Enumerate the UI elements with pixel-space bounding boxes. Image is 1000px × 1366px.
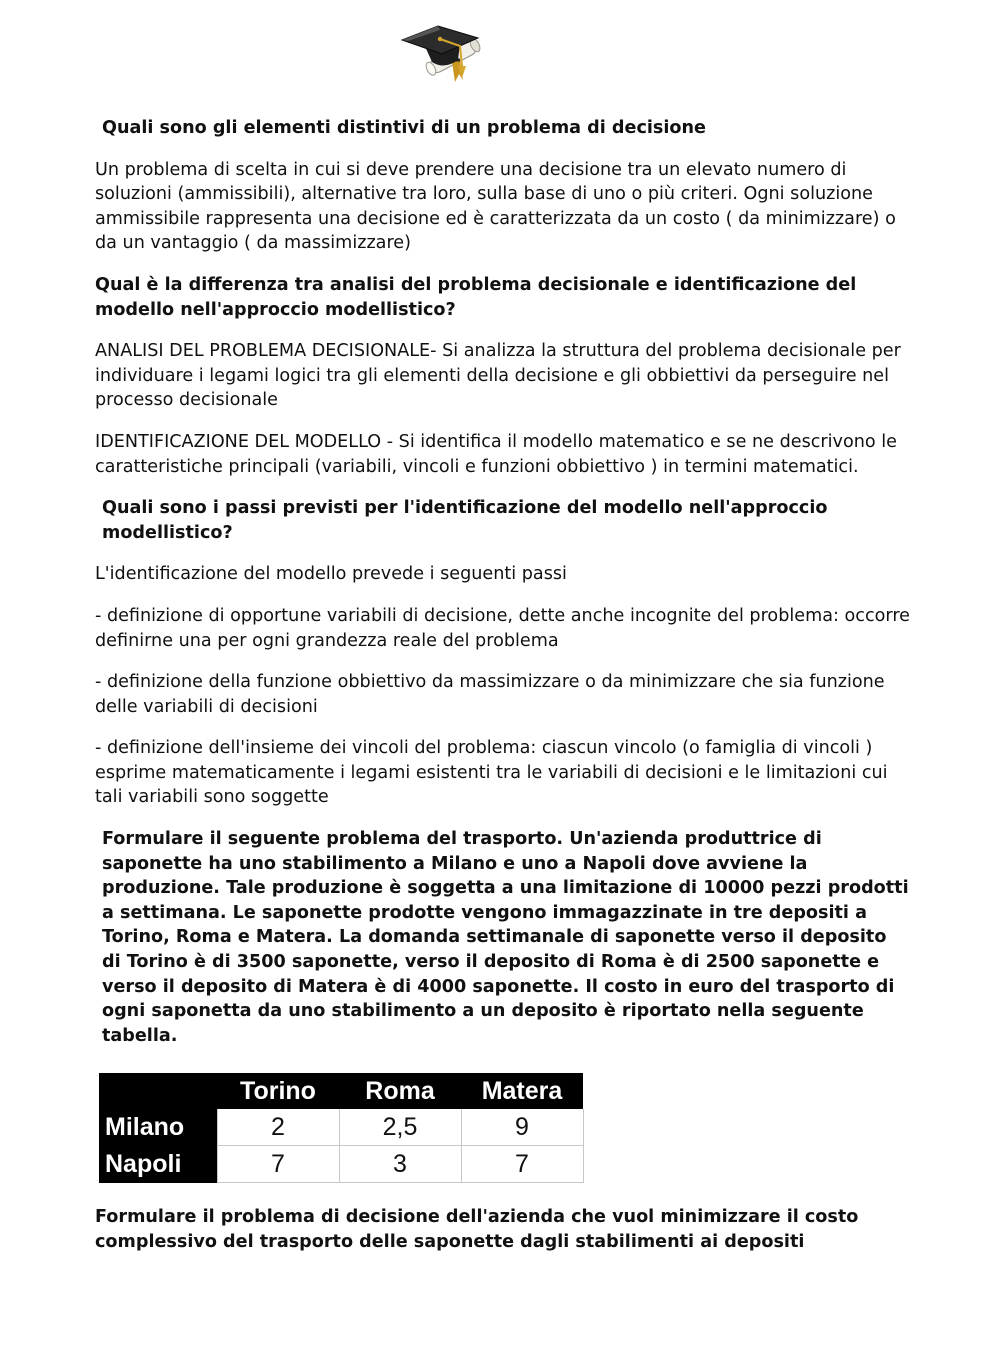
column-header: Torino [217, 1073, 339, 1109]
answer-2-identification: IDENTIFICAZIONE DEL MODELLO - Si identifica il modello matematico e se ne descrivono le caratteristiche principali (variabili, vincoli e funzioni obbiettivo ) in termini matematici. [95, 431, 897, 477]
question-2: Qual è la differenza tra analisi del problema decisionale e identificazione del modello nell'approccio modellistico? [95, 274, 857, 320]
table-row [99, 1109, 583, 1146]
transport-cost-table [99, 1073, 584, 1183]
step-item: - definizione della funzione obbiettivo da massimizzare o da minimizzare che sia funzione delle variabili di decisioni [95, 672, 885, 717]
table-cell: 7 [461, 1146, 583, 1183]
table-cell: 7 [217, 1146, 339, 1183]
graduation-cap-diploma-icon [400, 22, 492, 86]
document-body [95, 116, 910, 1272]
table-header-row [99, 1073, 583, 1109]
answer-2-analysis: ANALISI DEL PROBLEMA DECISIONALE- Si analizza la struttura del problema decisionale per individuare i legami logici tra gli elementi della decisione e gli obbiettivi da perseguire nel processo decisionale [95, 341, 901, 411]
answer-3-intro: L'identificazione del modello prevede i seguenti passi [95, 564, 567, 585]
table-cell: 2,5 [339, 1109, 461, 1146]
column-header: Matera [461, 1073, 583, 1109]
step-item: - definizione dell'insieme dei vincoli del problema: ciascun vincolo (o famiglia di vincoli ) esprime matematicamente i legami esistenti tra le variabili di decisioni e le limitazioni cui tali variabili sono soggette [95, 738, 888, 808]
table-cell: 9 [461, 1109, 583, 1146]
step-item: - definizione di opportune variabili di decisione, dette anche incognite del problema: occorre definirne una per ogni grandezza reale del problema [95, 605, 910, 651]
table-cell: 3 [339, 1146, 461, 1183]
row-header: Napoli [99, 1146, 217, 1183]
question-3: Quali sono i passi previsti per l'identificazione del modello nell'approccio modellistico? [102, 498, 828, 543]
final-question: Formulare il problema di decisione dell'azienda che vuol minimizzare il costo complessivo del trasporto delle saponette dagli stabilimenti ai depositi [95, 1207, 859, 1252]
table-row [99, 1146, 583, 1183]
table-cell: 2 [217, 1109, 339, 1146]
question-4: Formulare il seguente problema del trasporto. Un'azienda produttrice di saponette ha uno stabilimento a Milano e uno a Napoli dove avviene la produzione. Tale produzione è soggetta a una limitazione di 10000 pezzi prodotti a settimana. Le saponette prodotte vengono immagazzinate in tre depositi a Torino, Roma e Matera. La domanda settimanale di saponette verso il deposito di Torino è di 3500 saponette, verso il deposito di Roma è di 2500 saponette e verso il deposito di Matera è di 4000 saponette. Il costo in euro del trasporto di ogni saponetta da uno stabilimento a un deposito è riportato nella seguente tabella. [102, 829, 909, 1046]
answer-1: Un problema di scelta in cui si deve prendere una decisione tra un elevato numero di soluzioni (ammissibili), alternative tra loro, sulla base di uno o più criteri. Ogni soluzione ammissibile rappresenta una decisione ed è caratterizzata da un costo ( da minimizzare) o da un vantaggio ( da massimizzare) [95, 159, 896, 254]
column-header: Roma [339, 1073, 461, 1109]
row-header: Milano [99, 1109, 217, 1146]
question-1: Quali sono gli elementi distintivi di un problema di decisione [102, 118, 706, 138]
table-corner-cell [99, 1073, 217, 1109]
